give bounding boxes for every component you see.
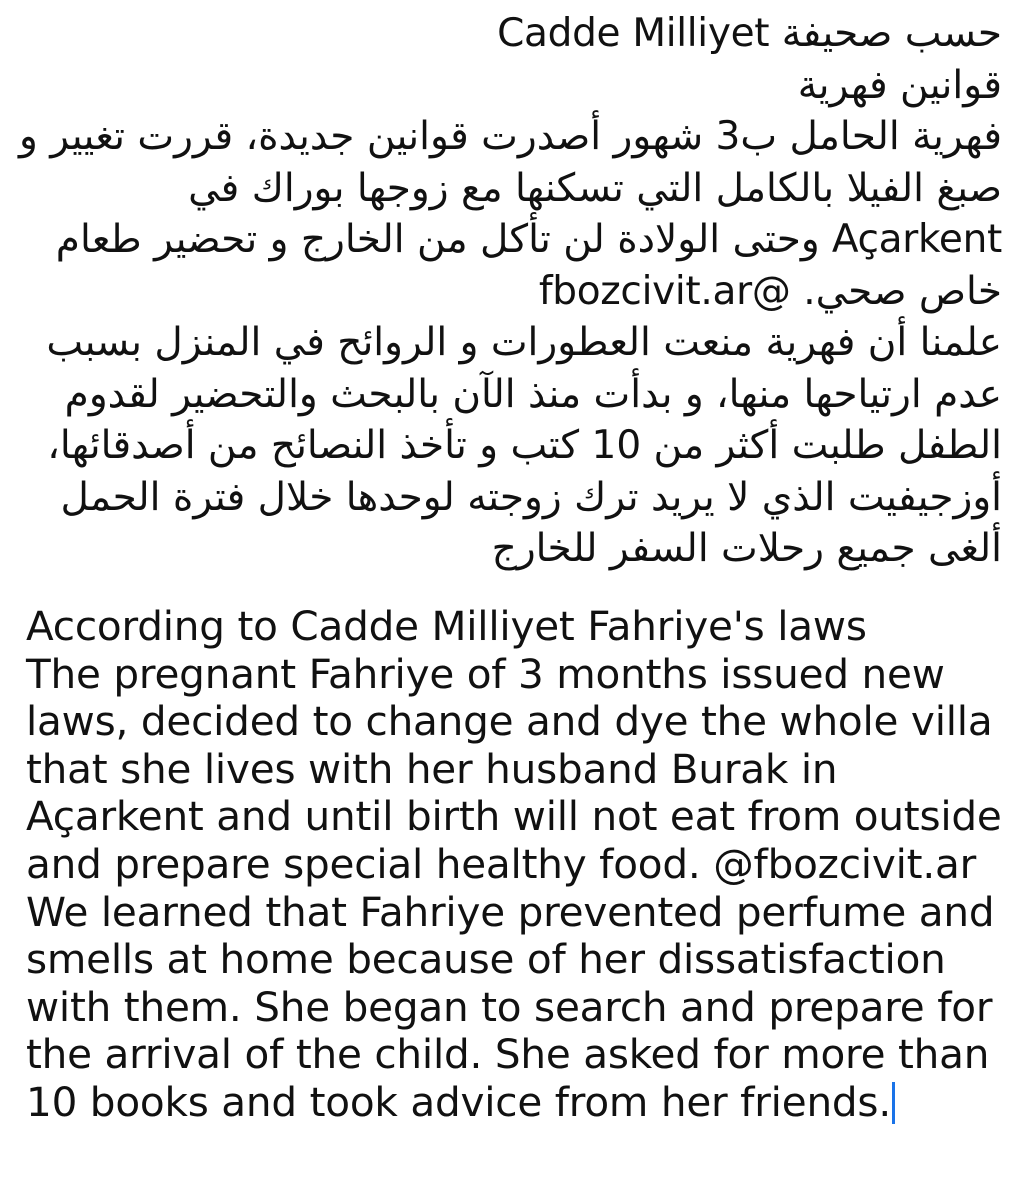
arabic-text-block: [12, 8, 1002, 575]
english-line: with them. She began to search and prepare for: [26, 982, 993, 1031]
text-cursor-caret: [892, 1082, 895, 1124]
english-line: smells at home because of her dissatisfaction: [26, 935, 946, 984]
english-line: and prepare special healthy food. @fbozcivit.ar: [26, 839, 977, 888]
english-line: Açarkent and until birth will not eat from outside: [26, 792, 1002, 841]
english-line: According to Cadde Milliyet Fahriye's laws: [26, 602, 867, 650]
english-line: that she lives with her husband Burak in: [26, 744, 838, 793]
english-line: The pregnant Fahriye of 3 months issued new: [26, 649, 945, 698]
english-line: laws, decided to change and dye the whole villa: [26, 697, 993, 746]
arabic-line: الطفل طلبت أكثر من 10 كتب و تأخذ النصائح من أصدقائها،: [47, 423, 1002, 468]
arabic-line: صبغ الفيلا بالكامل التي تسكنها مع زوجها بوراك في: [188, 165, 1002, 211]
arabic-line: قوانين فهرية: [797, 62, 1002, 108]
english-last-line: [26, 1079, 1016, 1127]
arabic-line: عدم ارتياحها منها، و بدأت منذ الآن بالبحث والتحضير لقدوم: [64, 371, 1002, 417]
arabic-line: خاص صحي. @fbozcivit.ar: [538, 268, 1002, 314]
english-line: We learned that Fahriye prevented perfume and: [26, 887, 995, 936]
english-line-text: 10 books and took advice from her friends.: [26, 1077, 891, 1126]
arabic-line: أوزجيفيت الذي لا يريد ترك زوجته لوحدها خلال فترة الحمل: [60, 474, 1002, 520]
english-text-block[interactable]: [26, 603, 1016, 1127]
english-line: the arrival of the child. She asked for more than: [26, 1030, 990, 1079]
arabic-line: حسب صحيفة Cadde Milliyet: [497, 11, 1002, 56]
arabic-line: علمنا أن فهرية منعت العطورات و الروائح في المنزل بسبب: [46, 320, 1002, 365]
arabic-line: ألغى جميع رحلات السفر للخارج: [491, 526, 1002, 571]
arabic-line: فهرية الحامل ب3 شهور أصدرت قوانين جديدة، قررت تغيير و: [19, 114, 1002, 159]
arabic-line: Açarkent وحتى الولادة لن تأكل من الخارج و تحضير طعام: [55, 217, 1002, 262]
